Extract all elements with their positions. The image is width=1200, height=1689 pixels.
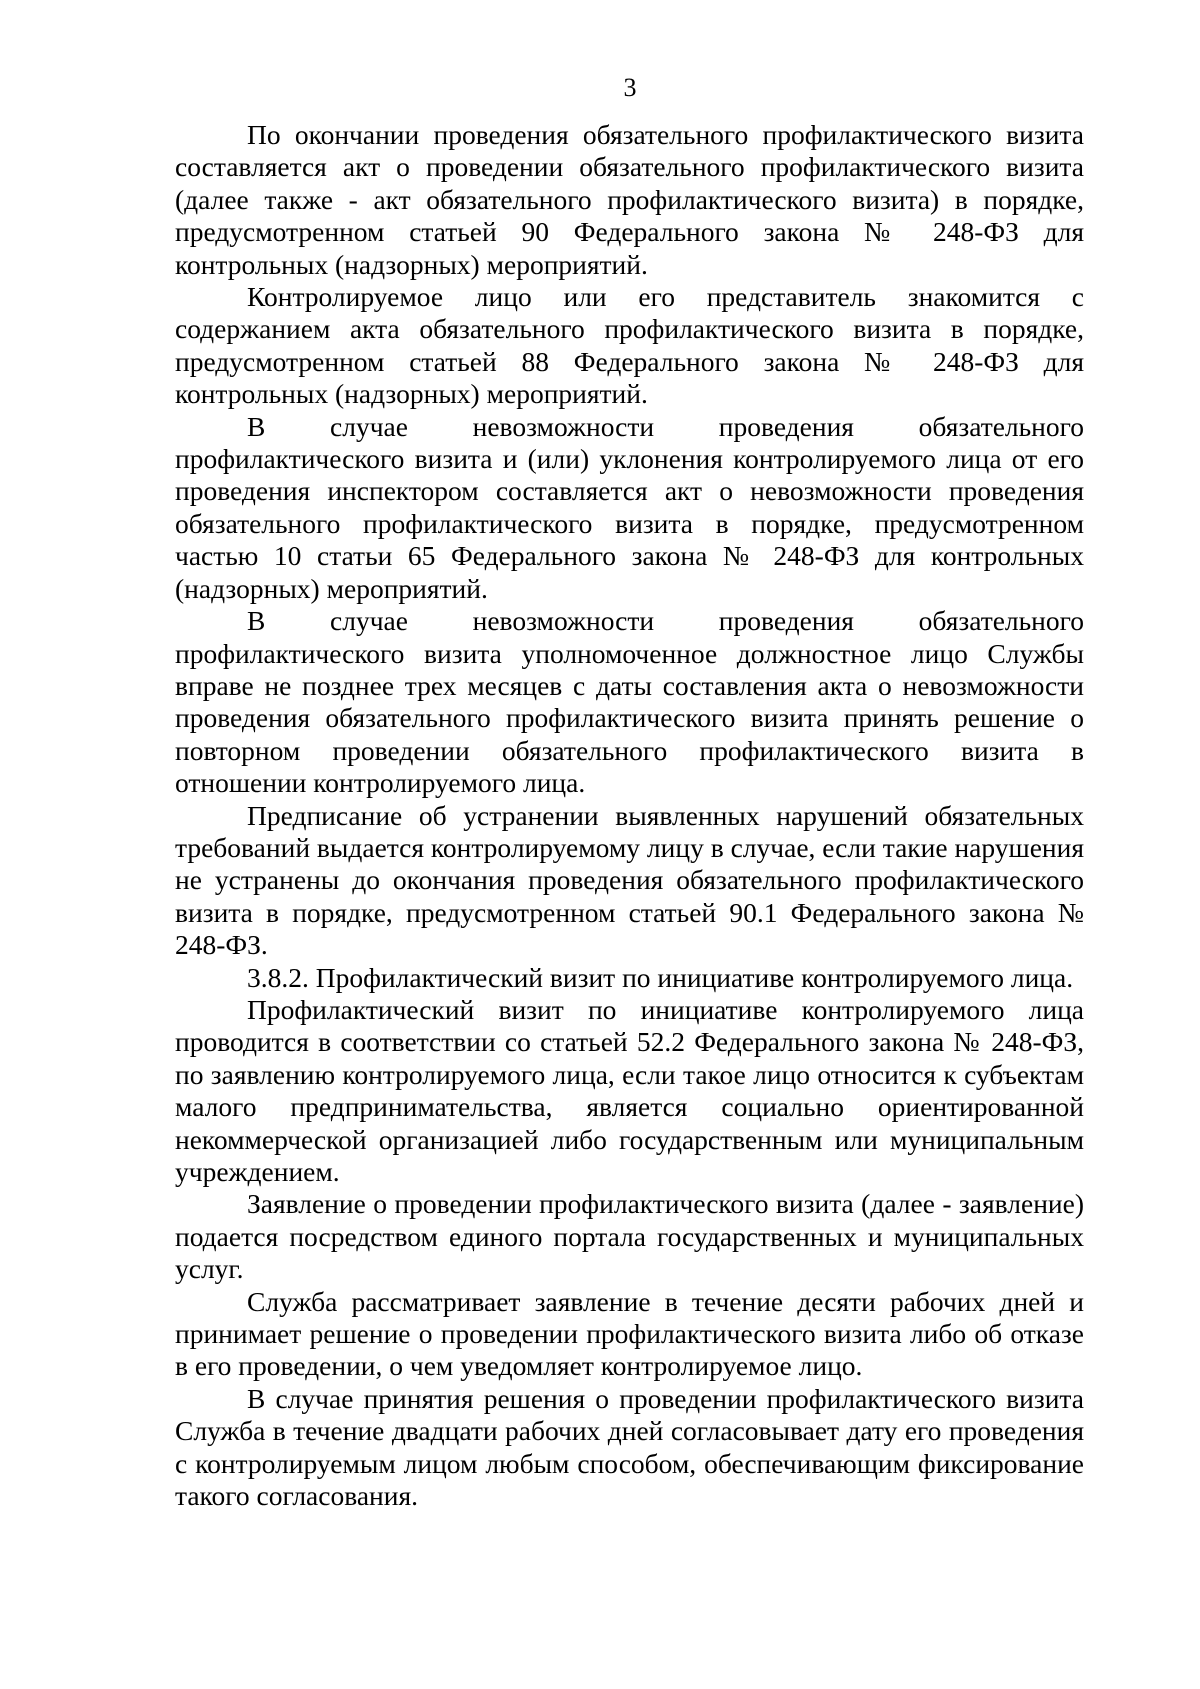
paragraph-repeat-visit: В случае невозможности проведения обязательного профилактического визита уполномоченное должностное лицо Службы вправе не позднее трех месяцев с даты составления акта о невозможности проведения обязательного профилактического визита принять решение о повторном проведении обязательного профилактического визита в отношении контролируемого лица.	[175, 605, 1084, 799]
document-body	[175, 119, 1084, 1512]
paragraph-prescription: Предписание об устранении выявленных нарушений обязательных требований выдается контролируемому лицу в случае, если такие нарушения не устранены до окончания проведения обязательного профилактического визита в порядке, предусмотренном статьей 90.1 Федерального закона № 248-ФЗ.	[175, 799, 1084, 961]
paragraph-date-agreement: В случае принятия решения о проведении профилактического визита Служба в течение двадцати рабочих дней согласовывает дату его проведения с контролируемым лицом любым способом, обеспечивающим фиксирование такого согласования.	[175, 1382, 1084, 1512]
paragraph-act-of-visit: По окончании проведения обязательного профилактического визита составляется акт о проведении обязательного профилактического визита (далее также - акт обязательного профилактического визита) в порядке, предусмотренном статьей 90 Федерального закона № 248-ФЗ для контрольных (надзорных) мероприятий.	[175, 119, 1084, 280]
paragraph-familiarization: Контролируемое лицо или его представитель знакомится с содержанием акта обязательного профилактического визита в порядке, предусмотренном статьей 88 Федерального закона № 248-ФЗ для контрольных (надзорных) мероприятий.	[175, 281, 1084, 410]
paragraph-initiative-visit: Профилактический визит по инициативе контролируемого лица проводится в соответствии со статьей 52.2 Федерального закона № 248-ФЗ, по заявлению контролируемого лица, если такое лицо относится к субъектам малого предпринимательства, является социально ориентированной некоммерческой организацией либо государственным или муниципальным учреждением.	[175, 993, 1084, 1187]
paragraph-review: Служба рассматривает заявление в течение десяти рабочих дней и принимает решение о проведении профилактического визита либо об отказе в его проведении, о чем уведомляет контролируемое лицо.	[175, 1285, 1084, 1382]
section-heading-3-8-2: 3.8.2. Профилактический визит по инициативе контролируемого лица.	[247, 961, 1074, 993]
paragraph-impossibility-act: В случае невозможности проведения обязательного профилактического визита и (или) уклонения контролируемого лица от его проведения инспектором составляется акт о невозможности проведения обязательного профилактического визита в порядке, предусмотренном частью 10 статьи 65 Федерального закона № 248-ФЗ для контрольных (надзорных) мероприятий.	[175, 410, 1084, 604]
paragraph-application: Заявление о проведении профилактического визита (далее - заявление) подается посредством единого портала государственных и муниципальных услуг.	[175, 1188, 1084, 1285]
page-number: 3	[623, 73, 637, 102]
